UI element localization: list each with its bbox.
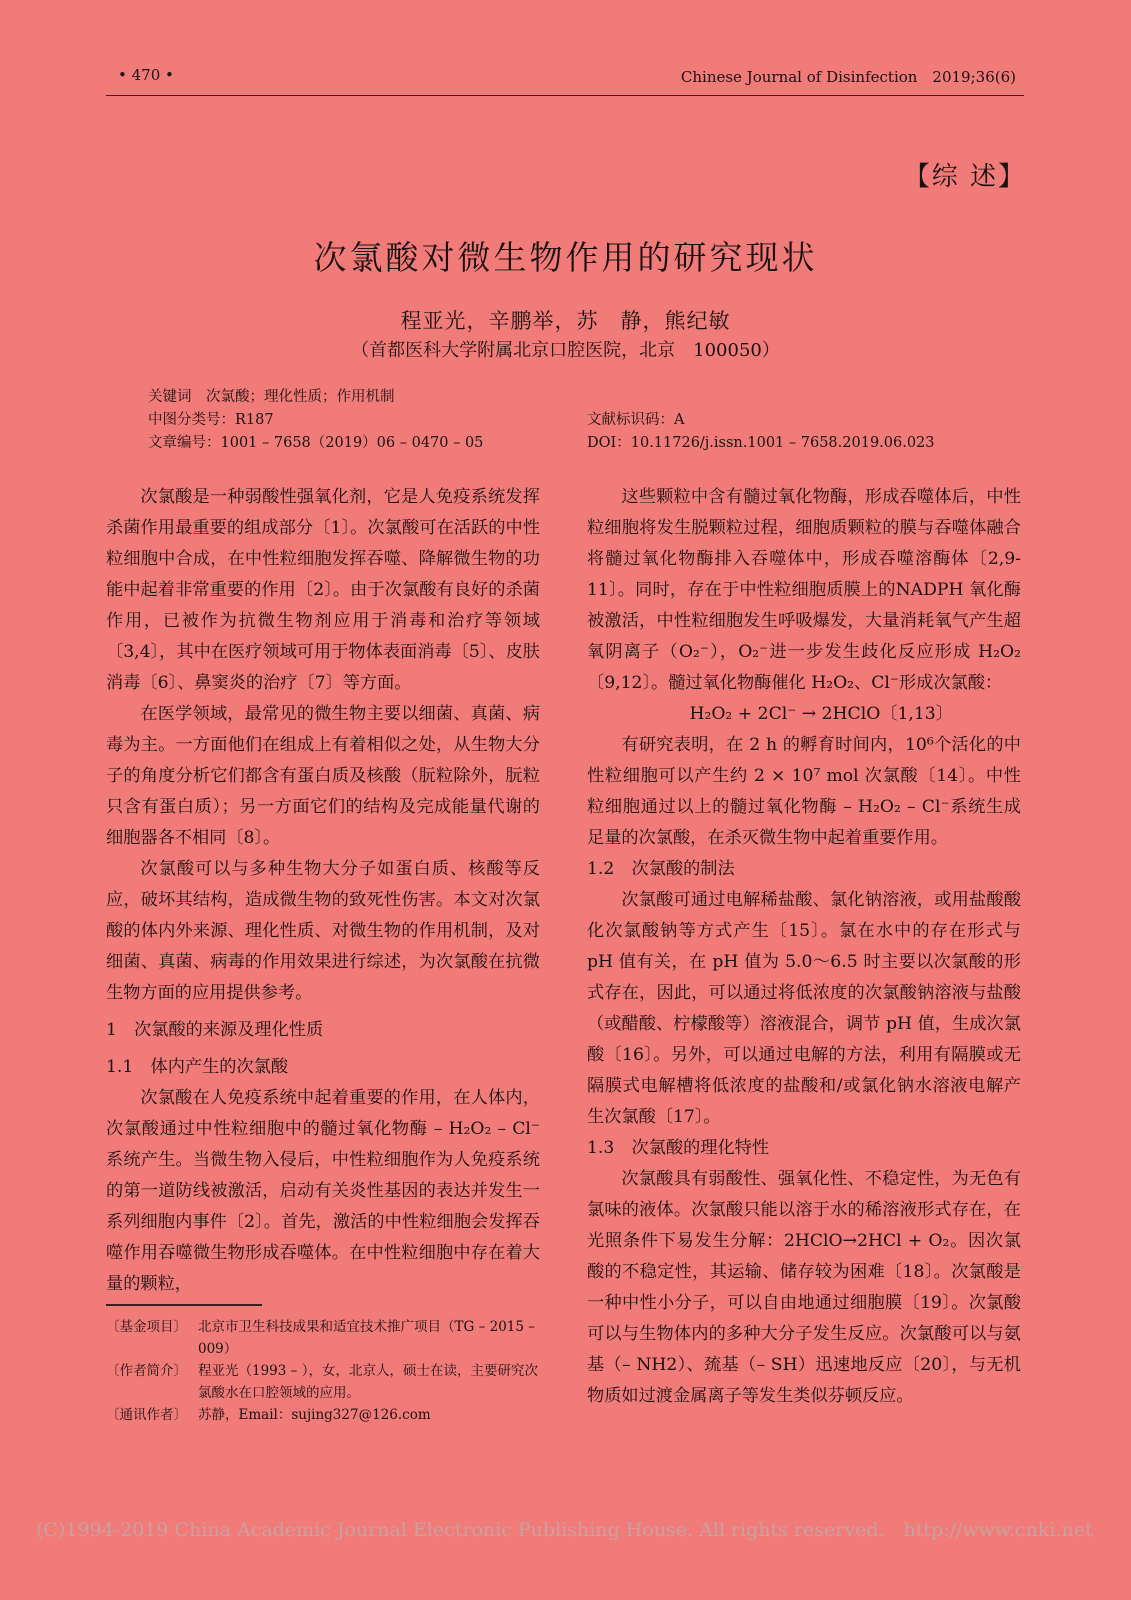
paragraph: 次氯酸在人免疫系统中起着重要的作用，在人体内，次氯酸通过中性粒细胞中的髓过氧化物酶 – H₂O₂ – Cl⁻系统产生。当微生物入侵后，中性粒细胞作为人免疫系统的第一道防线被激活，启动有关炎性基因的表达并发生一系列细胞内事件〔2〕。首先，激活的中性粒细胞会发挥吞噬作用吞噬微生物形成吞噬体。在中性粒细胞中存在着大量的颗粒， — [106, 1088, 540, 1294]
paragraph: 次氯酸是一种弱酸性强氧化剂，它是人免疫系统发挥杀菌作用最重要的组成部分〔1〕。次氯酸可在活跃的中性粒细胞中合成，在中性粒细胞发挥吞噬、降解微生物的功能中起着非常重要的作用〔2〕。由于次氯酸有良好的杀菌作用，已被作为抗微生物剂应用于消毒和治疗等领域〔3,4〕，其中在医疗领域可用于物体表面消毒〔5〕、皮肤消毒〔6〕、鼻窦炎的治疗〔7〕等方面。 — [106, 487, 540, 693]
paragraph: 有研究表明，在 2 h 的孵育时间内，10⁶个活化的中性粒细胞可以产生约 2 × 10⁷ mol 次氯酸〔14〕。中性粒细胞通过以上的髓过氧化物酶 – H₂O₂ – Cl⁻系统生成足量的次氯酸，在杀灭微生物中起着重要作用。 — [587, 735, 1021, 848]
left-column — [106, 482, 540, 1300]
article-title: 次氯酸对微生物作用的研究现状 — [313, 238, 818, 277]
footnote-author-bio: 〔作者简介〕 程亚光（1993 – ），女，北京人，硕士在读，主要研究次氯酸水在口腔领域的应用。 — [106, 1363, 538, 1401]
section-heading: 1 次氯酸的来源及理化性质 — [106, 1020, 324, 1040]
paragraph: 在医学领域，最常见的微生物主要以细菌、真菌、病毒为主。一方面他们在组成上有着相似之处，从生物大分子的角度分析它们都含有蛋白质及核酸（朊粒除外，朊粒只含有蛋白质）；另一方面它们的结构及完成能量代谢的细胞器各不相同〔8〕。 — [106, 704, 540, 848]
clc-number: 中图分类号：R187 — [148, 412, 274, 428]
keywords: 关键词 次氯酸；理化性质；作用机制 — [148, 389, 395, 405]
journal-header: Chinese Journal of Disinfection 2019;36(6) — [680, 68, 1016, 86]
authors: 程亚光，辛鹏举，苏 静，熊纪敏 — [400, 309, 731, 333]
paragraph: 次氯酸可通过电解稀盐酸、氯化钠溶液，或用盐酸酸化次氯酸钠等方式产生〔15〕。氯在水中的存在形式与 pH 值有关，在 pH 值为 5.0～6.5 时主要以次氯酸的形式存在，因此，可以通过将低浓度的次氯酸钠溶液与盐酸（或醋酸、柠檬酸等）溶液混合，调节 pH 值，生成次氯酸〔16〕。另外，可以通过电解的方法，利用有隔膜或无隔膜式电解槽将低浓度的盐酸和/或氯化钠水溶液电解产生次氯酸〔17〕。 — [587, 890, 1021, 1127]
subsection-heading: 1.2 次氯酸的制法 — [587, 859, 735, 879]
subsection-heading: 1.1 体内产生的次氯酸 — [106, 1057, 289, 1077]
document-code: 文献标识码：A — [587, 412, 685, 428]
footnote-funding: 〔基金项目〕 北京市卫生科技成果和适宜技术推广项目（TG – 2015 – 009） — [106, 1319, 536, 1357]
article-number: 文章编号：1001 – 7658（2019）06 – 0470 – 05 — [148, 435, 484, 451]
paragraph: 次氯酸具有弱酸性、强氧化性、不稳定性，为无色有氯味的液体。次氯酸只能以溶于水的稀溶液形式存在，在光照条件下易发生分解：2HClO→2HCl + O₂。因次氯酸的不稳定性，其运输、储存较为困难〔18〕。次氯酸是一种中性小分子，可以自由地通过细胞膜〔19〕。次氯酸可以与生物体内的多种大分子发生反应。次氯酸可以与氨基（– NH2）、巯基（– SH）迅速地反应〔20〕，与无机物质如过渡金属离子等发生类似芬顿反应。 — [587, 1169, 1021, 1406]
doi: DOI：10.11726/j.issn.1001 – 7658.2019.06.023 — [587, 435, 935, 451]
equation: H₂O₂ + 2Cl⁻ → 2HClO〔1,13〕 — [689, 704, 953, 724]
section-tag: 【综 述】 — [903, 162, 1026, 192]
page-number: • 470 • — [118, 66, 174, 84]
meta-left — [148, 386, 483, 455]
copyright-watermark: (C)1994-2019 China Academic Journal Electronic Publishing House. All rights reserved. http://www.cnki.net — [36, 1519, 1093, 1541]
paragraph: 这些颗粒中含有髓过氧化物酶，形成吞噬体后，中性粒细胞将发生脱颗粒过程，细胞质颗粒的膜与吞噬体融合将髓过氧化物酶排入吞噬体中，形成吞噬溶酶体〔2,9-11〕。同时，存在于中性粒细胞质膜上的NADPH 氧化酶被激活，中性粒细胞发生呼吸爆发，大量消耗氧气产生超氧阴离子（O₂⁻），O₂⁻进一步发生歧化反应形成 H₂O₂〔9,12〕。髓过氧化物酶催化 H₂O₂、Cl⁻形成次氯酸： — [587, 487, 1021, 693]
meta-right — [587, 409, 935, 455]
paragraph: 次氯酸可以与多种生物大分子如蛋白质、核酸等反应，破坏其结构，造成微生物的致死性伤害。本文对次氯酸的体内外来源、理化性质、对微生物的作用机制，及对细菌、真菌、病毒的作用效果进行综述，为次氯酸在抗微生物方面的应用提供参考。 — [106, 859, 540, 1003]
affiliation: （首都医科大学附属北京口腔医院，北京 100050） — [351, 340, 780, 361]
footnote-rule — [106, 1304, 262, 1306]
subsection-heading: 1.3 次氯酸的理化特性 — [587, 1138, 770, 1158]
footnotes — [106, 1316, 540, 1426]
footnote-corresponding: 〔通讯作者〕 苏静，Email：sujing327@126.com — [106, 1407, 431, 1423]
right-column — [587, 482, 1021, 1412]
header-rule — [106, 95, 1024, 96]
